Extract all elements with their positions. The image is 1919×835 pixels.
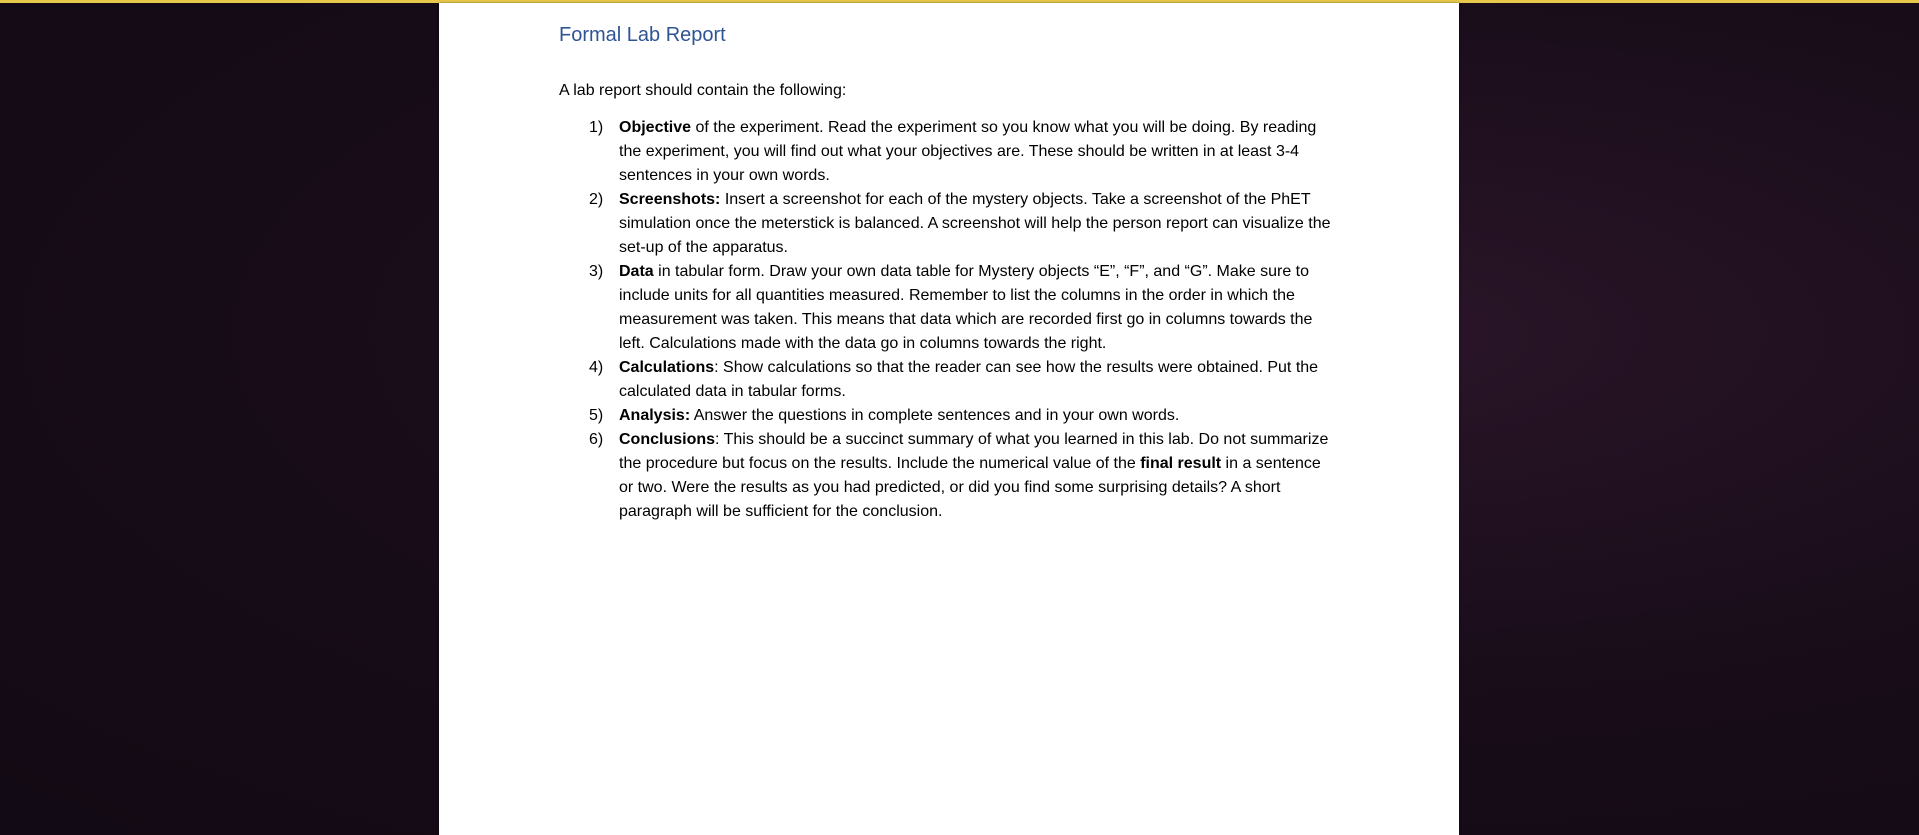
list-item-heading: Objective [619, 119, 692, 136]
list-item-body: of the experiment. Read the experiment so you know what you will be doing. By reading the experiment, you will find out what your objectives are. These should be written in at least 3-4 sentences in your own words. [619, 119, 1317, 184]
list-item-heading: Conclusions [619, 431, 716, 448]
document-title: Formal Lab Report [559, 24, 726, 46]
list-item-number: 2) [589, 191, 604, 208]
intro-paragraph: A lab report should contain the following: [559, 82, 847, 99]
list-item-body: : Show calculations so that the reader can see how the results were obtained. Put the calculated data in tabular forms. [619, 359, 1319, 400]
document-content [559, 21, 1339, 524]
list-item-heading: Screenshots: [619, 191, 721, 208]
list-item [559, 260, 1339, 356]
list-item [559, 428, 1339, 524]
list-item-number: 6) [589, 431, 604, 448]
list-item-emphasis: final result [1140, 455, 1222, 472]
list-item-number: 4) [589, 359, 604, 376]
list-item-body: in tabular form. Draw your own data table for Mystery objects “E”, “F”, and “G”. Make sure to include units for all quantities measured. Remember to list the columns in the order in which the measurement was taken. This means that data which are recorded first go in columns towards the left. Calculations made with the data go in columns towards the right. [619, 263, 1313, 352]
list-item-body: Answer the questions in complete sentences and in your own words. [690, 407, 1180, 424]
list-item-heading: Calculations [619, 359, 715, 376]
list-item-text [619, 356, 1339, 404]
document-page[interactable] [439, 3, 1459, 835]
list-item-text [619, 428, 1339, 524]
list-item [559, 404, 1339, 428]
list-item [559, 356, 1339, 404]
list-item-text [619, 188, 1339, 260]
list-item [559, 116, 1339, 188]
list-item-heading: Data [619, 263, 654, 280]
list-item-body: Insert a screenshot for each of the mystery objects. Take a screenshot of the PhET simulation once the meterstick is balanced. A screenshot will help the person report can visualize the set-up of the apparatus. [619, 191, 1331, 256]
list-item-heading: Analysis: [619, 407, 691, 424]
list-item-number: 1) [589, 119, 604, 136]
list-item-number: 5) [589, 407, 604, 424]
list-item-text [619, 404, 1339, 428]
list-item-body-end: in a sentence or two. Were the results as you had predicted, or did you find some surprising details? A short paragraph will be sufficient for the conclusion. [619, 455, 1321, 520]
list-item-text [619, 116, 1339, 188]
requirements-list [559, 116, 1339, 524]
list-item-text [619, 260, 1339, 356]
list-item-number: 3) [589, 263, 604, 280]
list-item [559, 188, 1339, 260]
list-item-body: : This should be a succinct summary of what you learned in this lab. Do not summarize the procedure but focus on the results. Include the numerical value of the [619, 431, 1329, 472]
